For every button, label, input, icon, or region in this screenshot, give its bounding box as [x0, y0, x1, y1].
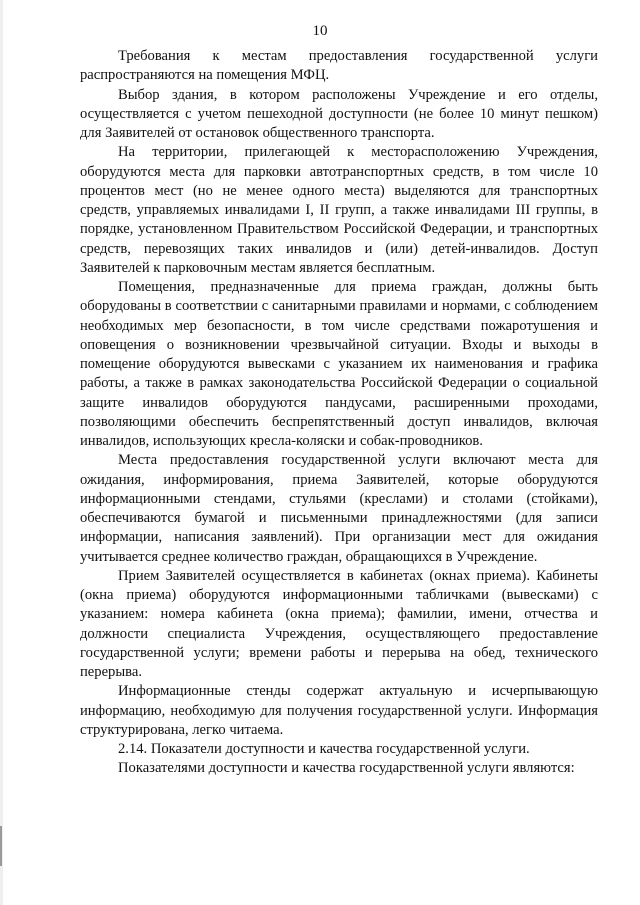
paragraph-indicators-intro: Показателями доступности и качества государственной услуги являются: — [118, 760, 575, 777]
paragraph-waiting-areas: Места предоставления государственной услуги включают места для ожидания, информирования, приема Заявителей, которые оборудуются информационными стендами, стульями (креслами) и столами (стойками), обеспечиваются бумагой и письменными принадлежностями (для записи информации, написания заявлений). При организации мест для ожидания учитывается среднее количество граждан, обращающихся в Учреждение. — [80, 452, 598, 565]
paragraph-parking: На территории, прилегающей к месторасположению Учреждения, оборудуются места для парковки автотранспортных средств, в том числе 10 процентов мест (но не менее одного места) выделяются для транспортных средств, управляемых инвалидами I, II групп, а также инвалидами III группы, в порядке, установленном Правительством Российской Федерации, и транспортных средств, перевозящих таких инвалидов и (или) детей-инвалидов. Доступ Заявителей к парковочным местам является бесплатным. — [80, 144, 598, 276]
page-number: 10 — [312, 23, 328, 39]
paragraph-reception-offices: Прием Заявителей осуществляется в кабинетах (окнах приема). Кабинеты (окна приема) оборудуются информационными табличками (вывесками) с указанием: номера кабинета (окна приема); фамилии, имени, отчества и должности специалиста Учреждения, осуществляющего предоставление государственной услуги; времени работы и перерыва на обед, технического перерыва. — [80, 567, 598, 680]
paragraph-mfc-requirements: Требования к местам предоставления государственной услуги распространяются на помещения МФЦ. — [80, 48, 598, 84]
scan-margin-mark — [0, 826, 2, 866]
paragraph-building-choice: Выбор здания, в котором расположены Учреждение и его отделы, осуществляется с учетом пешеходной доступности (не более 10 минут пешком) для Заявителей от остановок общественного транспорта. — [80, 86, 598, 141]
paragraph-premises-equipment: Помещения, предназначенные для приема граждан, должны быть оборудованы в соответствии с санитарными правилами и нормами, с соблюдением необходимых мер безопасности, в том числе средствами пожаротушения и оповещения о возникновении чрезвычайной ситуации. Входы и выходы в помещение оборудуются вывесками с указанием их наименования и графика работы, а также в рамках законодательства Российской Федерации о социальной защите инвалидов оборудуются пандусами, расширенными проходами, позволяющими обеспечить беспрепятственный доступ инвалидов, включая инвалидов, использующих кресла-коляски и собак-проводников. — [80, 279, 598, 449]
section-heading-2-14: 2.14. Показатели доступности и качества государственной услуги. — [118, 741, 530, 757]
document-body — [80, 47, 598, 779]
paragraph-info-stands: Информационные стенды содержат актуальную и исчерпывающую информацию, необходимую для получения государственной услуги. Информация структурирована, легко читаема. — [80, 683, 598, 738]
scan-edge-shadow — [0, 0, 3, 905]
